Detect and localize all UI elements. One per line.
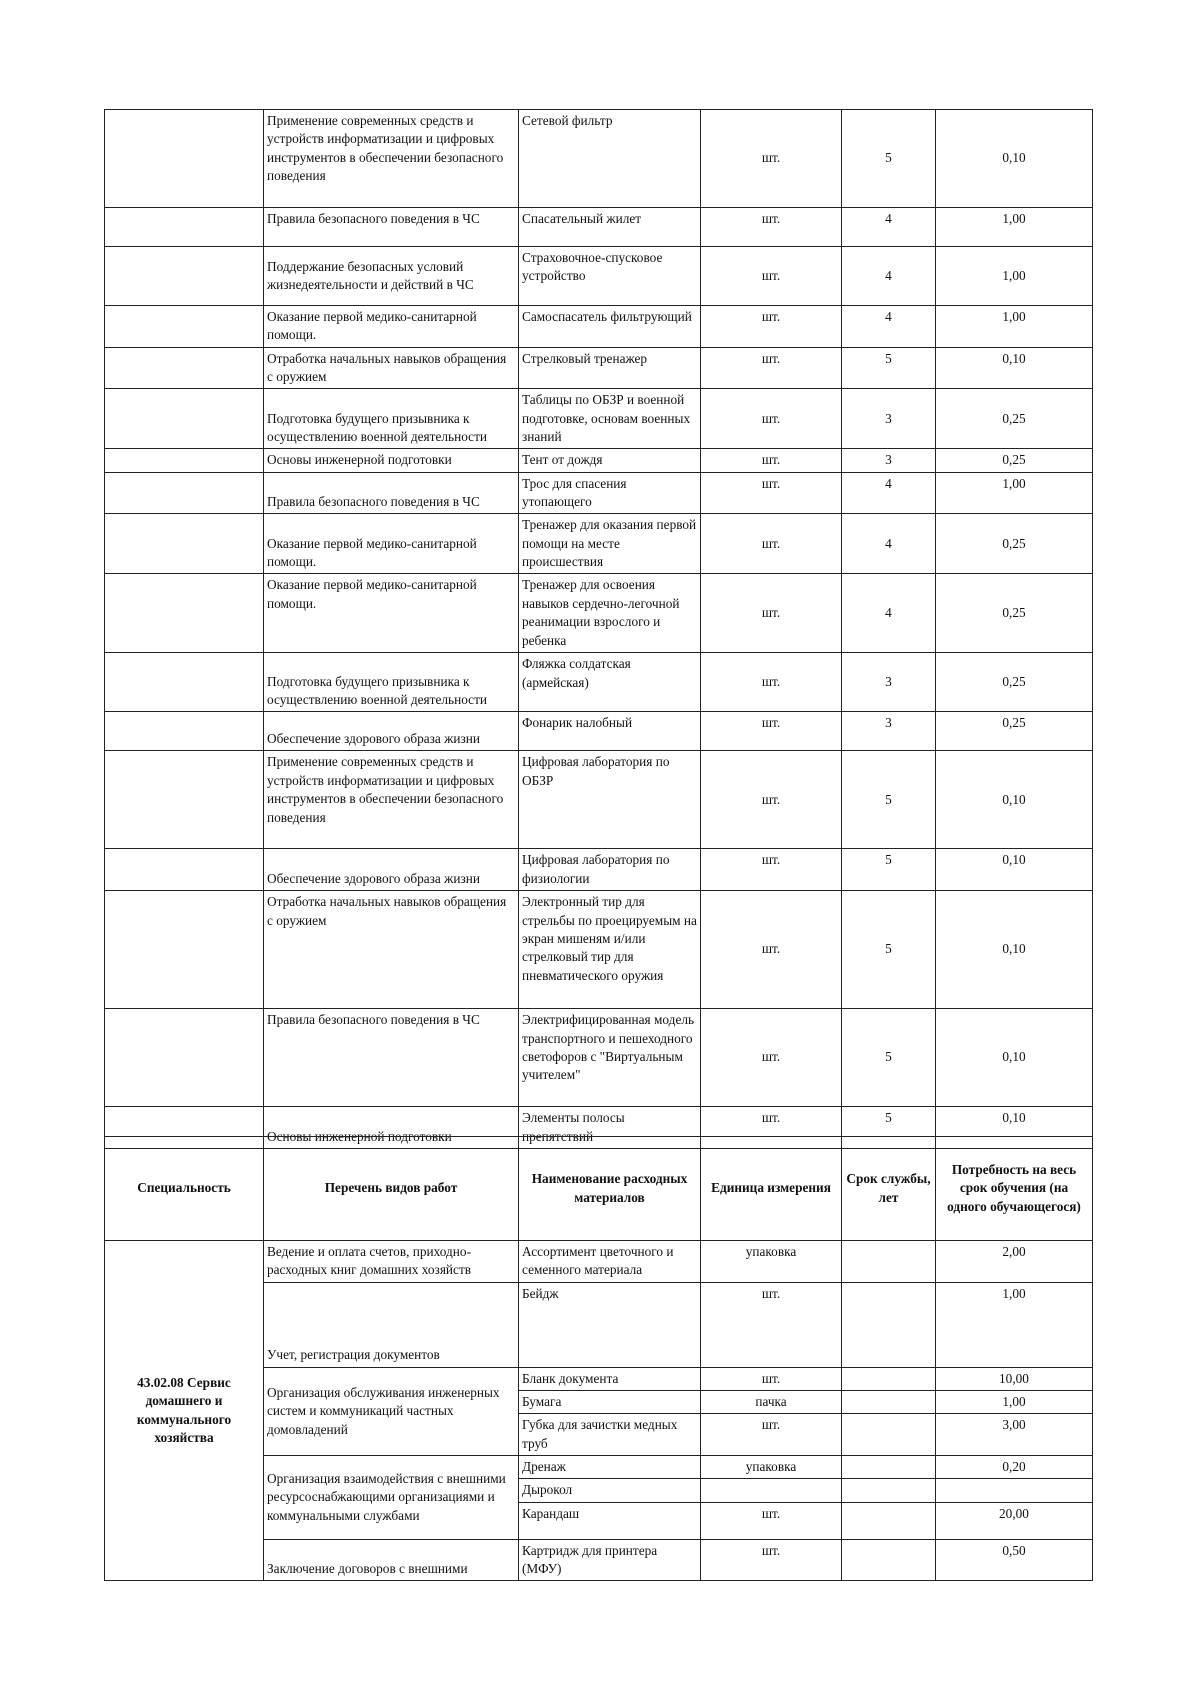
table-row xyxy=(105,347,1093,389)
unit-cell: шт. xyxy=(701,110,842,208)
need-cell: 2,00 xyxy=(936,1241,1093,1283)
specialty-cell xyxy=(105,449,264,472)
unit-cell: шт. xyxy=(701,849,842,891)
material-cell: Бейдж xyxy=(519,1282,701,1367)
unit-cell: шт. xyxy=(701,247,842,306)
work-cell: Обеспечение здорового образа жизни xyxy=(264,712,519,751)
unit-cell: шт. xyxy=(701,712,842,751)
unit-cell: шт. xyxy=(701,449,842,472)
material-cell: Тент от дождя xyxy=(519,449,701,472)
table-row xyxy=(105,751,1093,849)
unit-cell: шт. xyxy=(701,1282,842,1367)
term-cell: 3 xyxy=(842,389,936,449)
header-need: Потребность на весь срок обучения (на одного обучающегося) xyxy=(936,1137,1093,1241)
unit-cell: шт. xyxy=(701,574,842,653)
term-cell xyxy=(842,1391,936,1414)
header-materials: Наименование расходных материалов xyxy=(519,1137,701,1241)
unit-cell: шт. xyxy=(701,347,842,389)
specialty-cell xyxy=(105,347,264,389)
need-cell: 1,00 xyxy=(936,247,1093,306)
need-cell: 0,25 xyxy=(936,449,1093,472)
table-row xyxy=(105,472,1093,514)
term-cell: 4 xyxy=(842,247,936,306)
need-cell: 0,25 xyxy=(936,574,1093,653)
need-cell: 0,10 xyxy=(936,891,1093,1009)
header-term: Срок службы, лет xyxy=(842,1137,936,1241)
material-cell: Трос для спасения утопающего xyxy=(519,472,701,514)
term-cell: 5 xyxy=(842,1009,936,1107)
need-cell: 1,00 xyxy=(936,472,1093,514)
header-unit: Единица измерения xyxy=(701,1137,842,1241)
term-cell: 5 xyxy=(842,751,936,849)
work-cell: Обеспечение здорового образа жизни xyxy=(264,849,519,891)
need-cell: 0,10 xyxy=(936,1107,1093,1149)
unit-cell: шт. xyxy=(701,1107,842,1149)
need-cell xyxy=(936,1479,1093,1502)
term-cell xyxy=(842,1502,936,1539)
material-cell: Карандаш xyxy=(519,1502,701,1539)
work-cell: Учет, регистрация документов xyxy=(264,1282,519,1367)
material-cell: Фляжка солдатская (армейская) xyxy=(519,653,701,712)
header-specialty: Специальность xyxy=(105,1137,264,1241)
material-cell: Бланк документа xyxy=(519,1367,701,1390)
unit-cell: пачка xyxy=(701,1391,842,1414)
material-cell: Самоспасатель фильтрующий xyxy=(519,306,701,348)
work-cell: Заключение договоров с внешними xyxy=(264,1539,519,1581)
specialty-cell xyxy=(105,574,264,653)
material-cell: Страховочное-спусковое устройство xyxy=(519,247,701,306)
specialty-cell xyxy=(105,1009,264,1107)
term-cell xyxy=(842,1282,936,1367)
material-cell: Элементы полосы препятствий xyxy=(519,1107,701,1149)
material-cell: Стрелковый тренажер xyxy=(519,347,701,389)
work-cell: Отработка начальных навыков обращения с оружием xyxy=(264,891,519,1009)
need-cell: 1,00 xyxy=(936,1282,1093,1367)
table-row xyxy=(105,247,1093,306)
table-row xyxy=(105,208,1093,247)
need-cell: 3,00 xyxy=(936,1414,1093,1456)
need-cell: 0,25 xyxy=(936,514,1093,574)
equipment-table xyxy=(104,109,1093,1149)
term-cell: 4 xyxy=(842,514,936,574)
specialty-cell xyxy=(105,110,264,208)
unit-cell: шт. xyxy=(701,389,842,449)
material-cell: Электрифицированная модель транспортного и пешеходного светофоров с "Виртуальным учителем" xyxy=(519,1009,701,1107)
work-cell: Подготовка будущего призывника к осуществлению военной деятельности xyxy=(264,653,519,712)
specialty-cell xyxy=(105,514,264,574)
header-row xyxy=(105,1137,1093,1241)
need-cell: 0,20 xyxy=(936,1456,1093,1479)
material-cell: Губка для зачистки медных труб xyxy=(519,1414,701,1456)
table-row xyxy=(105,306,1093,348)
term-cell xyxy=(842,1479,936,1502)
unit-cell: шт. xyxy=(701,1367,842,1390)
material-cell: Ассортимент цветочного и семенного материала xyxy=(519,1241,701,1283)
table-row xyxy=(105,653,1093,712)
need-cell: 10,00 xyxy=(936,1367,1093,1390)
need-cell: 0,10 xyxy=(936,347,1093,389)
term-cell xyxy=(842,1367,936,1390)
material-cell: Бумага xyxy=(519,1391,701,1414)
work-cell: Основы инженерной подготовки xyxy=(264,449,519,472)
specialty-cell xyxy=(105,653,264,712)
work-cell: Оказание первой медико-санитарной помощи. xyxy=(264,574,519,653)
term-cell: 5 xyxy=(842,849,936,891)
table-row xyxy=(105,849,1093,891)
unit-cell: шт. xyxy=(701,306,842,348)
specialty-cell xyxy=(105,389,264,449)
work-cell: Подготовка будущего призывника к осуществлению военной деятельности xyxy=(264,389,519,449)
table-row xyxy=(105,891,1093,1009)
table-row xyxy=(105,574,1093,653)
header-works: Перечень видов работ xyxy=(264,1137,519,1241)
material-cell: Спасательный жилет xyxy=(519,208,701,247)
unit-cell: шт. xyxy=(701,208,842,247)
specialty-name: 43.02.08 Сервис домашнего и коммунального хозяйства xyxy=(105,1241,264,1581)
unit-cell: упаковка xyxy=(701,1456,842,1479)
unit-cell: упаковка xyxy=(701,1241,842,1283)
term-cell: 5 xyxy=(842,110,936,208)
term-cell: 4 xyxy=(842,306,936,348)
term-cell: 4 xyxy=(842,574,936,653)
specialty-cell xyxy=(105,247,264,306)
material-cell: Дырокол xyxy=(519,1479,701,1502)
table-row xyxy=(105,712,1093,751)
work-cell: Поддержание безопасных условий жизнедеятельности и действий в ЧС xyxy=(264,247,519,306)
unit-cell: шт. xyxy=(701,472,842,514)
material-cell: Сетевой фильтр xyxy=(519,110,701,208)
work-cell: Применение современных средств и устройств информатизации и цифровых инструментов в обеспечении безопасного поведения xyxy=(264,751,519,849)
work-cell: Основы инженерной подготовки xyxy=(264,1107,519,1149)
need-cell: 0,50 xyxy=(936,1539,1093,1581)
material-cell: Фонарик налобный xyxy=(519,712,701,751)
term-cell: 4 xyxy=(842,208,936,247)
unit-cell xyxy=(701,1479,842,1502)
table-row xyxy=(105,1009,1093,1107)
term-cell xyxy=(842,1241,936,1283)
unit-cell: шт. xyxy=(701,653,842,712)
term-cell: 3 xyxy=(842,653,936,712)
need-cell: 20,00 xyxy=(936,1502,1093,1539)
material-cell: Электронный тир для стрельбы по проецируемым на экран мишеням и/или стрелковый тир для пневматического оружия xyxy=(519,891,701,1009)
unit-cell: шт. xyxy=(701,751,842,849)
need-cell: 0,10 xyxy=(936,751,1093,849)
need-cell: 0,25 xyxy=(936,653,1093,712)
work-cell: Правила безопасного поведения в ЧС xyxy=(264,472,519,514)
table-row xyxy=(105,110,1093,208)
work-cell: Оказание первой медико-санитарной помощи. xyxy=(264,306,519,348)
material-cell: Дренаж xyxy=(519,1456,701,1479)
unit-cell: шт. xyxy=(701,1539,842,1581)
work-cell: Правила безопасного поведения в ЧС xyxy=(264,1009,519,1107)
table-row xyxy=(105,1241,1093,1283)
need-cell: 0,25 xyxy=(936,712,1093,751)
term-cell: 5 xyxy=(842,1107,936,1149)
need-cell: 1,00 xyxy=(936,208,1093,247)
material-cell: Тренажер для оказания первой помощи на месте происшествия xyxy=(519,514,701,574)
work-cell: Ведение и оплата счетов, приходно-расходных книг домашних хозяйств xyxy=(264,1241,519,1283)
term-cell xyxy=(842,1456,936,1479)
specialty-cell xyxy=(105,712,264,751)
unit-cell: шт. xyxy=(701,1502,842,1539)
term-cell: 5 xyxy=(842,347,936,389)
need-cell: 0,10 xyxy=(936,1009,1093,1107)
material-cell: Цифровая лаборатория по физиологии xyxy=(519,849,701,891)
unit-cell: шт. xyxy=(701,514,842,574)
work-cell: Оказание первой медико-санитарной помощи. xyxy=(264,514,519,574)
table-row xyxy=(105,389,1093,449)
specialty-cell xyxy=(105,472,264,514)
term-cell: 3 xyxy=(842,449,936,472)
unit-cell: шт. xyxy=(701,1414,842,1456)
work-cell: Организация обслуживания инженерных систем и коммуникаций частных домовладений xyxy=(264,1367,519,1455)
need-cell: 0,10 xyxy=(936,849,1093,891)
unit-cell: шт. xyxy=(701,891,842,1009)
term-cell: 3 xyxy=(842,712,936,751)
specialty-cell xyxy=(105,751,264,849)
term-cell: 5 xyxy=(842,891,936,1009)
specialty-cell xyxy=(105,208,264,247)
need-cell: 0,25 xyxy=(936,389,1093,449)
need-cell: 1,00 xyxy=(936,306,1093,348)
material-cell: Цифровая лаборатория по ОБЗР xyxy=(519,751,701,849)
material-cell: Картридж для принтера (МФУ) xyxy=(519,1539,701,1581)
need-cell: 1,00 xyxy=(936,1391,1093,1414)
specialty-cell xyxy=(105,891,264,1009)
work-cell: Правила безопасного поведения в ЧС xyxy=(264,208,519,247)
table-row xyxy=(105,449,1093,472)
material-cell: Таблицы по ОБЗР и военной подготовке, основам военных знаний xyxy=(519,389,701,449)
table-row xyxy=(105,514,1093,574)
materials-table xyxy=(104,1136,1093,1581)
term-cell xyxy=(842,1414,936,1456)
unit-cell: шт. xyxy=(701,1009,842,1107)
work-cell: Применение современных средств и устройств информатизации и цифровых инструментов в обеспечении безопасного поведения xyxy=(264,110,519,208)
specialty-cell xyxy=(105,306,264,348)
specialty-cell xyxy=(105,849,264,891)
need-cell: 0,10 xyxy=(936,110,1093,208)
material-cell: Тренажер для освоения навыков сердечно-легочной реанимации взрослого и ребенка xyxy=(519,574,701,653)
term-cell xyxy=(842,1539,936,1581)
term-cell: 4 xyxy=(842,472,936,514)
work-cell: Отработка начальных навыков обращения с оружием xyxy=(264,347,519,389)
work-cell: Организация взаимодействия с внешними ресурсоснабжающими организациями и коммунальными службами xyxy=(264,1456,519,1540)
